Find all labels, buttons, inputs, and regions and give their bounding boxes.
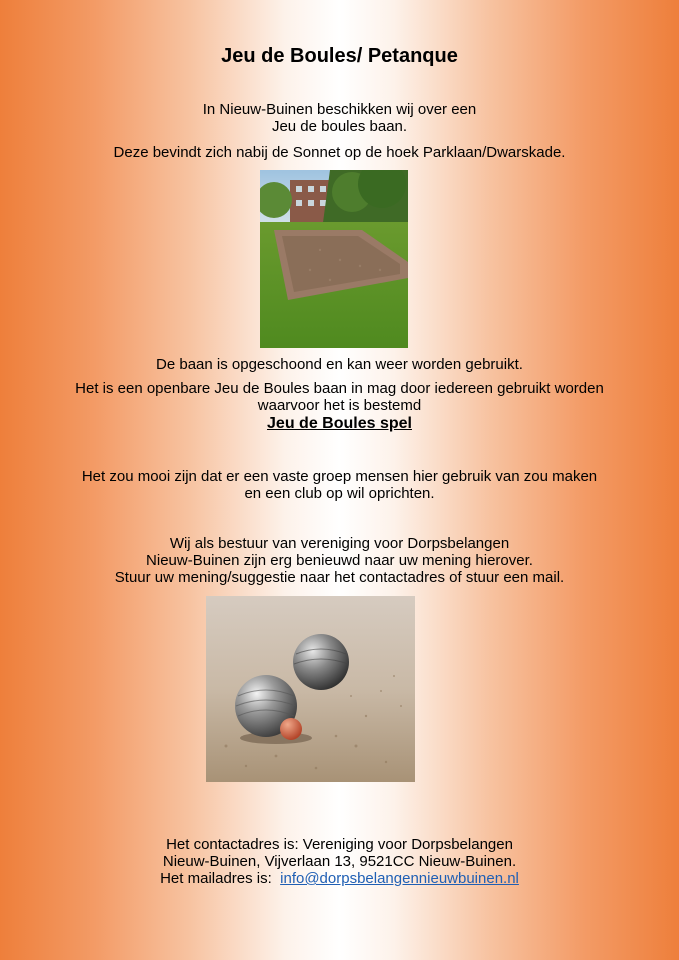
email-link[interactable]: info@dorpsbelangennieuwbuinen.nl [280,870,519,887]
board-line-3: Stuur uw mening/suggestie naar het contactadres of stuur een mail. [114,569,565,586]
board-line-1: Wij als bestuur van vereniging voor Dorpsbelangen [169,535,510,552]
group-line-1: Het zou mooi zijn dat er een vaste groep mensen hier gebruik van zou maken [81,468,598,485]
status-line-1: De baan is opgeschoond en kan weer worden gebruikt. [156,356,523,373]
intro-line-3: Deze bevindt zich nabij de Sonnet op de hoek Parklaan/Dwarskade. [113,144,566,161]
contact-line-2: Nieuw-Buinen, Vijverlaan 13, 9521CC Nieuw-Buinen. [162,853,517,870]
status-line-3: waarvoor het is bestemd [257,397,422,414]
status-line-2: Het is een openbare Jeu de Boules baan in mag door iedereen gebruikt worden [75,380,604,397]
board-line-2: Nieuw-Buinen zijn erg benieuwd naar uw mening hierover. [146,552,533,569]
intro-line-1: In Nieuw-Buinen beschikken wij over een [202,101,477,118]
boules-court-photo [260,170,408,348]
intro-line-2: Jeu de boules baan. [271,118,408,135]
group-line-2: en een club op wil oprichten. [244,485,435,502]
mail-label: Het mailadres is: [160,870,272,887]
contact-line-1: Het contactadres is: Vereniging voor Dorpsbelangen [166,836,513,853]
page-title: Jeu de Boules/ Petanque [221,45,458,67]
section-subtitle: Jeu de Boules spel [267,415,412,432]
contact-line-3 [0,870,679,887]
boules-balls-photo [206,596,415,782]
